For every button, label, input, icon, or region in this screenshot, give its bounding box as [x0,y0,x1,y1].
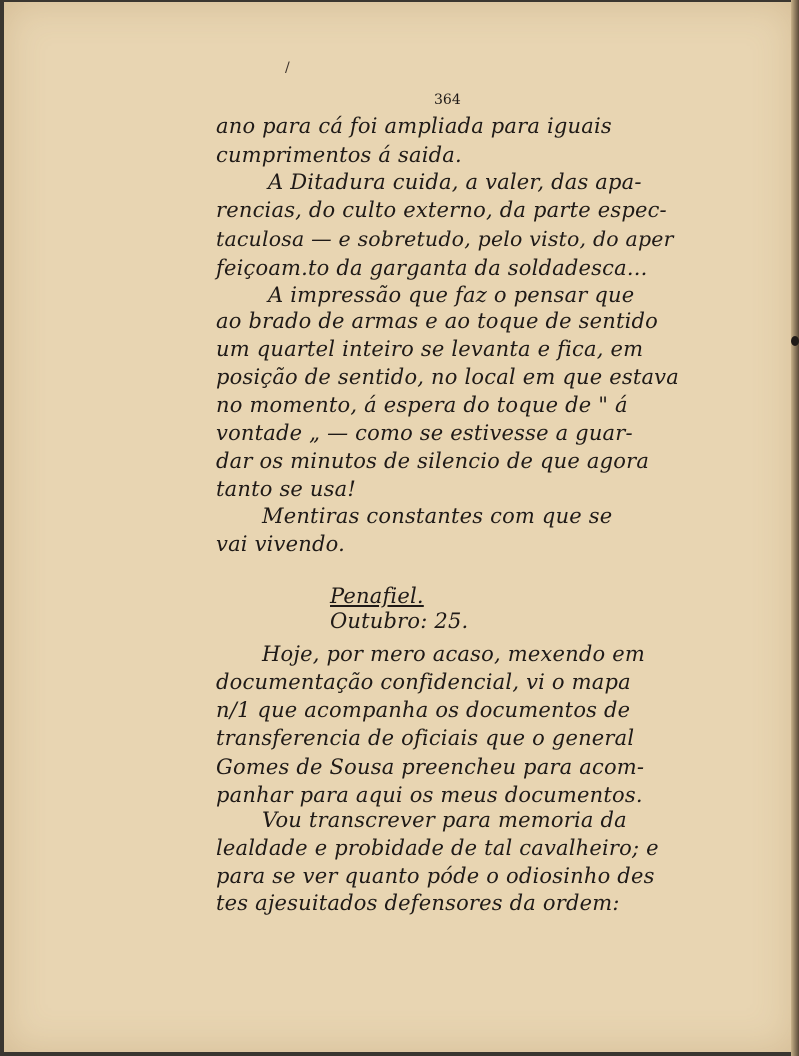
text-line: taculosa — e sobretudo, pelo visto, do aper [216,227,674,251]
text-line: vai vivendo. [216,532,345,556]
text-line: cumprimentos á saida. [216,143,462,167]
text-line: panhar para aqui os meus documentos. [216,783,643,807]
text-line: posição de sentido, no local em que estava [216,365,679,389]
text-line: tes ajesuitados defensores da ordem: [216,891,620,915]
text-line: um quartel inteiro se levanta e fica, em [216,337,644,361]
tick-mark: / [285,60,290,76]
text-line: no momento, á espera do toque de " á [216,393,628,417]
text-line: tanto se usa! [216,477,356,501]
text-line: vontade „ — como se estivesse a guar- [216,421,633,445]
margin-mark [791,336,799,346]
place-heading: Penafiel. [330,584,424,608]
text-line: A Ditadura cuida, a valer, das apa- [268,170,642,194]
text-line: Hoje, por mero acaso, mexendo em [262,642,645,666]
text-line: Mentiras constantes com que se [262,504,613,528]
text-line: Vou transcrever para memoria da [262,808,627,832]
text-line: documentação confidencial, vi o mapa [216,670,631,694]
text-line: Gomes de Sousa preencheu para acom- [216,755,645,779]
text-line: para se ver quanto póde o odiosinho des [216,864,655,888]
page-edge [791,0,799,1056]
page-number: 364 [434,92,461,108]
text-line: A impressão que faz o pensar que [268,283,635,307]
text-line: transferencia de oficiais que o general [216,726,635,750]
date-heading: Outubro: 25. [330,609,469,633]
text-line: ano para cá foi ampliada para iguais [216,114,612,138]
text-line: ao brado de armas e ao toque de sentido [216,309,659,333]
text-line: rencias, do culto externo, da parte espec- [216,198,667,222]
text-line: n/1 que acompanha os documentos de [216,698,631,722]
text-line: lealdade e probidade de tal cavalheiro; e [216,836,659,860]
text-line: dar os minutos de silencio de que agora [216,449,650,473]
text-line: feiçoam.to da garganta da soldadesca... [216,256,648,280]
